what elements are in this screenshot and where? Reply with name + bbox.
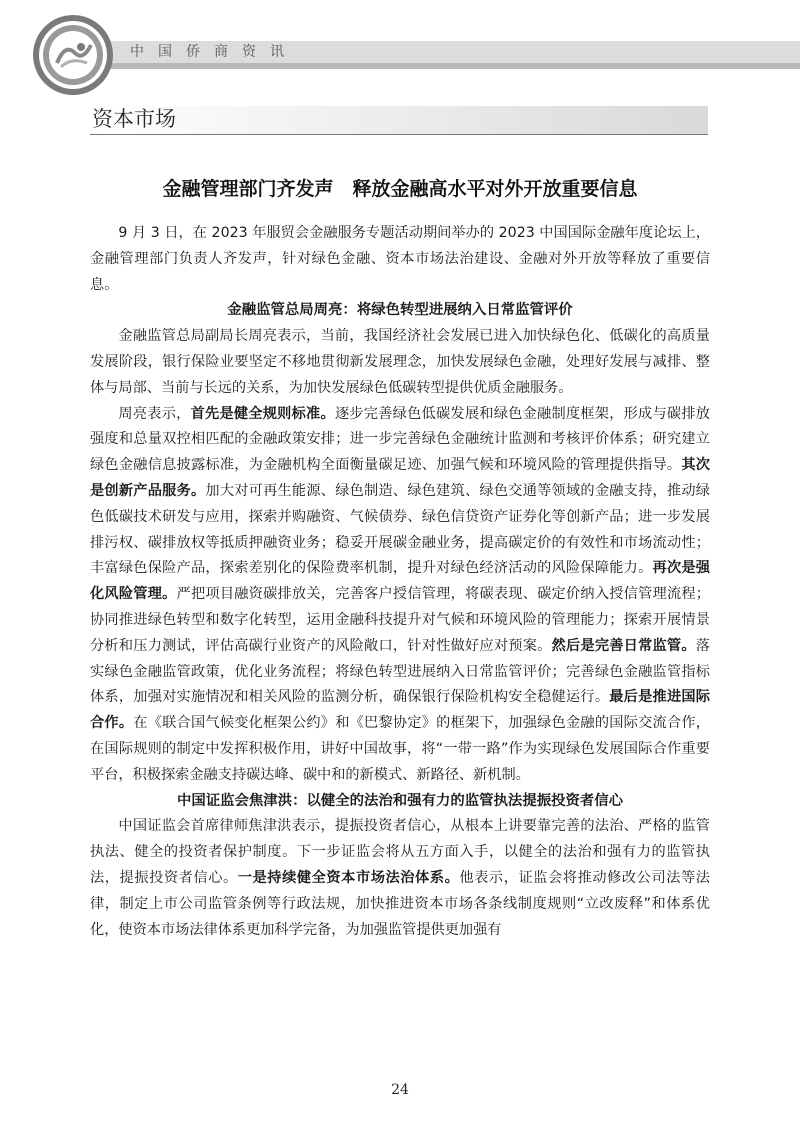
bold-key-point: 首先是健全规则标准。 bbox=[190, 405, 335, 422]
bold-key-point: 再次是强化风险管理。 bbox=[90, 560, 710, 603]
bold-key-point: 其次是创新产品服务。 bbox=[90, 457, 710, 499]
text-run: 他表示，证监会将推动修改公司法等法律，制定上市公司监管条例等行政法规，加快推进资本市场各条线制度规则“立改废释”和体系优化，使资本市场法律体系更加科学完备，为加强监管提供更加强有 bbox=[90, 869, 710, 938]
magazine-logo bbox=[31, 13, 115, 97]
logo-emblem-icon bbox=[31, 13, 115, 97]
paragraph: 金融监管总局副局长周亮表示，当前，我国经济社会发展已进入加快绿色化、低碳化的高质量发展阶段，银行保险业要坚定不移地贯彻新发展理念，加快发展绿色金融，处理好发展与减排、整体与局部、当前与长远的关系，为加快发展绿色低碳转型提供优质金融服务。 bbox=[90, 328, 710, 396]
bold-key-point: 然后是完善日常监管。 bbox=[551, 637, 696, 654]
text-run: 在《联合国气候变化框架公约》和《巴黎协定》的框架下，加强绿色金融的国际交流合作，在国际规则的制定中发挥积极作用，讲好中国故事，将“一带一路”作为实现绿色发展国际合作重要平台，积极探索金融支持碳达峰、碳中和的新模式、新路径、新机制。 bbox=[90, 715, 710, 783]
section-title: 资本市场 bbox=[92, 107, 176, 131]
section-bar bbox=[90, 106, 708, 134]
page-number: 24 bbox=[391, 1082, 409, 1098]
text-run: 严把项目融资碳排放关，完善客户授信管理，将碳表现、碳定价纳入授信管理流程；协同推进绿色转型和数字化转型，运用金融科技提升对气候和环境风险的管理能力；探索开展情景分析和压力测试，评估高碳行业资产的风险敞口，针对性做好应对预案。 bbox=[90, 586, 710, 654]
article-title: 金融管理部门齐发声 释放金融高水平对外开放重要信息 bbox=[162, 178, 638, 200]
bold-key-point: 一是持续健全资本市场法治体系。 bbox=[237, 869, 460, 886]
header-band bbox=[58, 63, 800, 69]
bold-key-point: 最后是推进国际合作。 bbox=[90, 689, 710, 732]
text-run: 逐步完善绿色低碳发展和绿色金融制度框架，形成与碳排放强度和总量双控相匹配的金融政策安排；进一步完善绿色金融统计监测和考核评价体系；研究建立绿色金融信息披露标准，为金融机构全面衡量碳足迹、加强气候和环境风险的管理提供指导。 bbox=[90, 405, 710, 474]
intro-paragraph: 9 月 3 日，在 2023 年服贸会金融服务专题活动期间举办的 2023 中国国际金融年度论坛上，金融管理部门负责人齐发声，针对绿色金融、资本市场法治建设、金融对外开放等释放了重要信息。 bbox=[90, 225, 710, 293]
section-heading: 中国证监会焦津洪：以健全的法治和强有力的监管执法提振投资者信心 bbox=[176, 792, 624, 809]
text-run: 周亮表示， bbox=[118, 405, 191, 422]
magazine-name: 中国侨商资讯 bbox=[130, 44, 298, 60]
section-underline bbox=[90, 134, 708, 135]
article-body bbox=[90, 221, 710, 943]
text-run: 加大对可再生能源、绿色制造、绿色建筑、绿色交通等领域的金融支持，推动绿色低碳技术研发与应用，探索并购融资、气候债券、绿色信贷资产证券化等创新产品；进一步发展排污权、碳排放权等抵质押融资业务；稳妥开展碳金融业务，提高碳定价的有效性和市场流动性；丰富绿色保险产品，探索差别化的保险费率机制，提升对绿色经济活动的风险保障能力。 bbox=[90, 482, 710, 577]
text-run: 落实绿色金融监管政策，优化业务流程；将绿色转型进展纳入日常监管评价；完善绿色金融监管指标体系，加强对实施情况和相关风险的监测分析，确保银行保险机构安全稳健运行。 bbox=[90, 637, 710, 706]
text-run: 中国证监会首席律师焦津洪表示，提振投资者信心，从根本上讲要靠完善的法治、严格的监管执法、健全的投资者保护制度。下一步证监会将从五方面入手，以健全的法治和强有力的监管执法，提振投资者信心。 bbox=[90, 818, 710, 886]
paragraph bbox=[90, 814, 710, 943]
section-heading: 金融监管总局周亮：将绿色转型进展纳入日常监管评价 bbox=[227, 302, 573, 319]
paragraph bbox=[90, 402, 710, 789]
